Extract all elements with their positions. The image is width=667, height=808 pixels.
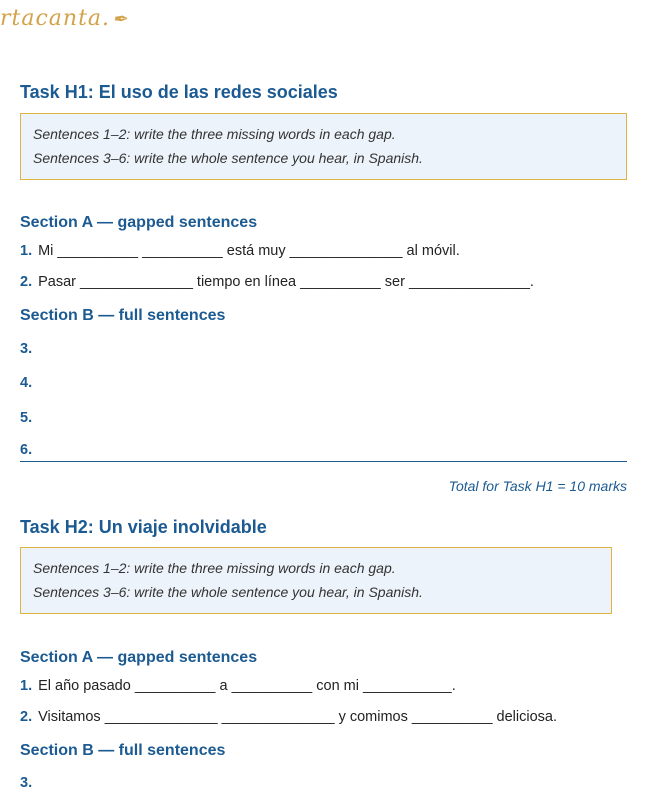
task-h2-section-a-title: Section A — gapped sentences — [20, 649, 258, 666]
task-h1-divider — [20, 461, 627, 462]
logo-text: rtacanta — [0, 6, 103, 31]
task-h1-section-b-title: Section B — full sentences — [20, 307, 226, 324]
task-h1-instructions: Sentences 1–2: write the three missing words in each gap. Sentences 3–6: write the whole sentence you hear, in Spanish. — [20, 113, 627, 180]
task-h2-gapped-1[interactable]: 1. El año pasado __________ a __________ con mi ___________. — [20, 678, 456, 694]
task-h1-total: Total for Task H1 = 10 marks — [448, 478, 627, 494]
task-h2-title: Task H2: Un viaje inolvidable — [20, 517, 267, 537]
task-h1-title: Task H1: El uso de las redes sociales — [20, 82, 338, 102]
task-h1-full-3[interactable]: 3. — [20, 341, 33, 357]
task-h1-full-6[interactable]: 6. — [20, 442, 33, 458]
brand-logo: rtacanta. ✒ — [0, 6, 129, 31]
task-h1-full-4[interactable]: 4. — [20, 375, 33, 391]
task-h2-instructions: Sentences 1–2: write the three missing words in each gap. Sentences 3–6: write the whole sentence you hear, in Spanish. — [20, 547, 612, 614]
task-h1-section-a-title: Section A — gapped sentences — [20, 214, 258, 231]
task-h1-full-5[interactable]: 5. — [20, 410, 33, 426]
quill-icon: ✒ — [112, 9, 129, 30]
task-h2-full-3[interactable]: 3. — [20, 775, 33, 791]
task-h2-gapped-2[interactable]: 2. Visitamos ______________ ______________ y comimos __________ deliciosa. — [20, 709, 557, 725]
task-h1-gapped-2[interactable]: 2. Pasar ______________ tiempo en línea __________ ser _______________. — [20, 274, 534, 290]
task-h1-gapped-1[interactable]: 1. Mi __________ __________ está muy ______________ al móvil. — [20, 243, 460, 259]
task-h2-section-b-title: Section B — full sentences — [20, 742, 226, 759]
